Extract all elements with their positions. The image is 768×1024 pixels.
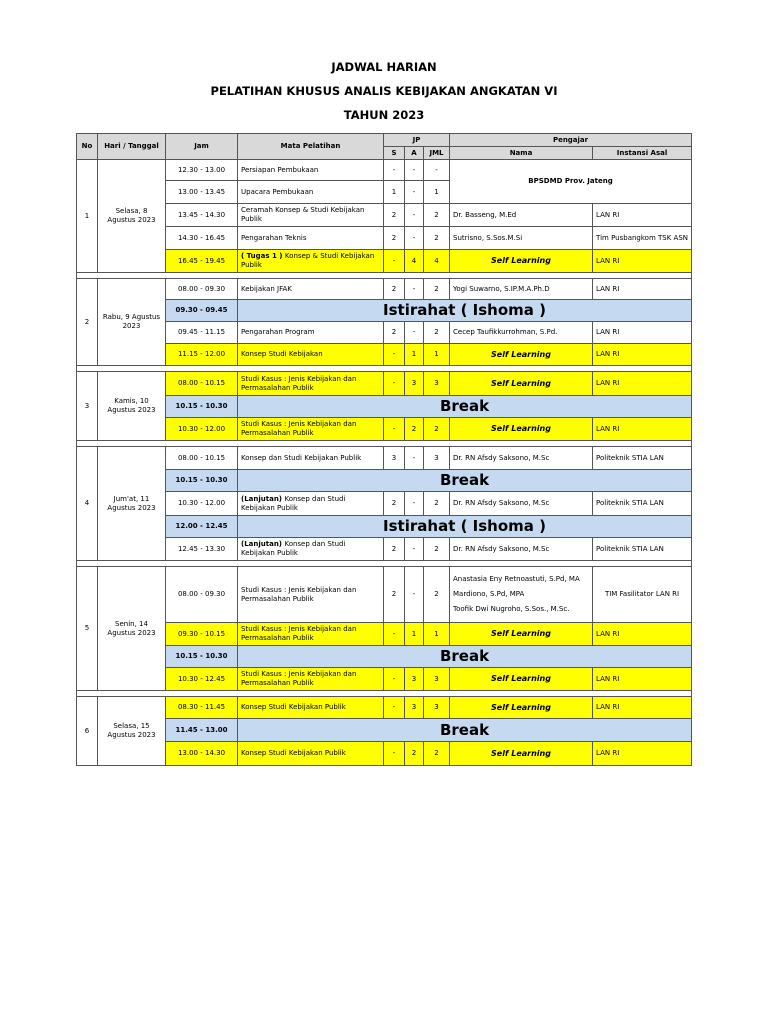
session-subject (238, 567, 384, 623)
jp-s: 2 (384, 492, 405, 516)
jp-jml: - (424, 160, 450, 181)
session-subject (238, 160, 384, 181)
schedule-row (77, 447, 692, 470)
session-subject (238, 279, 384, 300)
schedule-row (77, 418, 692, 441)
day-number: 6 (77, 697, 98, 766)
pengajar-instansi: LAN RI (593, 668, 692, 691)
session-time: 13.45 - 14.30 (166, 204, 238, 227)
break-label: Istirahat ( Ishoma ) (238, 516, 692, 538)
session-time: 12.45 - 13.30 (166, 538, 238, 561)
jp-s: - (384, 372, 405, 396)
session-time: 08.30 - 11.45 (166, 697, 238, 719)
pengajar-merged: BPSDMD Prov. Jateng (450, 160, 692, 204)
pengajar-name: Self Learning (450, 742, 593, 766)
break-label: Break (238, 719, 692, 742)
col-day: Hari / Tanggal (98, 134, 166, 160)
jp-jml: 2 (424, 204, 450, 227)
pengajar-name: Self Learning (450, 418, 593, 441)
pengajar-instansi: Politeknik STIA LAN (593, 492, 692, 516)
jp-jml: 3 (424, 668, 450, 691)
session-subject (238, 250, 384, 273)
subject-prefix: (Lanjutan) (241, 540, 285, 549)
jp-a: - (405, 204, 424, 227)
session-subject (238, 668, 384, 691)
session-time: 08.00 - 10.15 (166, 447, 238, 470)
session-subject (238, 418, 384, 441)
jp-jml: 2 (424, 279, 450, 300)
break-time: 09.30 - 09.45 (166, 300, 238, 322)
schedule-row (77, 300, 692, 322)
break-label: Istirahat ( Ishoma ) (238, 300, 692, 322)
jp-s: - (384, 160, 405, 181)
subject-text: Studi Kasus : Jenis Kebijakan dan Permasalahan Publik (241, 585, 357, 603)
jp-s: 2 (384, 567, 405, 623)
jp-a: 4 (405, 250, 424, 273)
schedule-body (77, 160, 692, 766)
subject-text: Ceramah Konsep & Studi Kebijakan Publik (241, 206, 365, 223)
pengajar-instansi: LAN RI (593, 623, 692, 646)
jp-a: 1 (405, 623, 424, 646)
jp-jml: 2 (424, 227, 450, 250)
schedule-row (77, 646, 692, 668)
pengajar-instansi: Tim Pusbangkom TSK ASN (593, 227, 692, 250)
jp-a: 3 (405, 372, 424, 396)
pengajar-name: Self Learning (450, 623, 593, 646)
pengajar-name: Dr. RN Afsdy Saksono, M.Sc (450, 492, 593, 516)
schedule-row (77, 668, 692, 691)
jp-s: 2 (384, 204, 405, 227)
schedule-row (77, 697, 692, 719)
session-time: 09.30 - 10.15 (166, 623, 238, 646)
doc-title: JADWAL HARIAN (331, 60, 437, 74)
jp-jml: 1 (424, 344, 450, 366)
pengajar-instansi: LAN RI (593, 204, 692, 227)
pengajar-name: Self Learning (450, 668, 593, 691)
session-time: 16.45 - 19.45 (166, 250, 238, 273)
schedule-row (77, 344, 692, 366)
subject-text: Konsep dan Studi Kebijakan Publik (241, 453, 362, 462)
pengajar-instansi: LAN RI (593, 418, 692, 441)
subject-text: Studi Kasus : Jenis Kebijakan dan Permasalahan Publik (241, 625, 357, 642)
pengajar-name: Dr. RN Afsdy Saksono, M.Sc (450, 538, 593, 561)
jp-a: - (405, 538, 424, 561)
jp-s: - (384, 250, 405, 273)
jp-a: - (405, 567, 424, 623)
subject-text: Kebijakan JFAK (241, 284, 292, 293)
jp-a: - (405, 279, 424, 300)
jp-a: 3 (405, 697, 424, 719)
subject-text: Konsep dan Studi Kebijakan Publik (241, 540, 346, 557)
schedule-row (77, 538, 692, 561)
col-nama: Nama (450, 147, 593, 160)
subject-text: Konsep & Studi Kebijakan Publik (241, 252, 375, 269)
pengajar-name: Cecep Taufikkurrohman, S.Pd. (450, 322, 593, 344)
jp-a: 2 (405, 742, 424, 766)
pengajar-name: Self Learning (450, 697, 593, 719)
session-time: 13.00 - 14.30 (166, 742, 238, 766)
jp-jml: 3 (424, 447, 450, 470)
pengajar-instansi: LAN RI (593, 279, 692, 300)
subject-text: Konsep Studi Kebijakan (241, 350, 323, 359)
jp-s: 2 (384, 322, 405, 344)
schedule-row (77, 279, 692, 300)
pengajar-instansi: LAN RI (593, 697, 692, 719)
schedule-table (76, 133, 692, 766)
subject-prefix: (Lanjutan) (241, 494, 285, 503)
jp-jml: 1 (424, 623, 450, 646)
subject-text: Upacara Pembukaan (241, 187, 314, 196)
session-subject (238, 344, 384, 366)
jp-jml: 2 (424, 538, 450, 561)
session-time: 10.30 - 12.00 (166, 492, 238, 516)
break-time: 11.45 - 13.00 (166, 719, 238, 742)
subject-text: Konsep dan Studi Kebijakan Publik (241, 494, 346, 512)
session-subject (238, 181, 384, 204)
pengajar-names (450, 567, 593, 623)
pengajar-name: Sutrisno, S.Sos.M.Si (450, 227, 593, 250)
col-instansi: Instansi Asal (593, 147, 692, 160)
break-label: Break (238, 470, 692, 492)
day-number: 1 (77, 160, 98, 273)
pengajar-name: Toofik Dwi Nugroho, S.Sos., M.Sc. (453, 604, 570, 613)
jp-jml: 2 (424, 492, 450, 516)
day-date: Selasa, 15 Agustus 2023 (98, 697, 166, 766)
doc-year: TAHUN 2023 (343, 108, 425, 122)
day-date: Kamis, 10 Agustus 2023 (98, 372, 166, 441)
schedule-row (77, 719, 692, 742)
jp-s: - (384, 697, 405, 719)
jp-jml: 4 (424, 250, 450, 273)
day-date: Senin, 14 Agustus 2023 (98, 567, 166, 691)
jp-a: - (405, 447, 424, 470)
jp-a: - (405, 181, 424, 204)
day-number: 4 (77, 447, 98, 561)
schedule-row (77, 567, 692, 623)
session-subject (238, 447, 384, 470)
pengajar-instansi: LAN RI (593, 250, 692, 273)
day-number: 3 (77, 372, 98, 441)
session-time: 14.30 - 16.45 (166, 227, 238, 250)
jp-jml: 2 (424, 418, 450, 441)
schedule-row (77, 160, 692, 181)
schedule-row (77, 250, 692, 273)
jp-s: - (384, 418, 405, 441)
jp-s: 3 (384, 447, 405, 470)
subject-text: Konsep Studi Kebijakan Publik (241, 703, 346, 712)
session-subject (238, 372, 384, 396)
jp-jml: 2 (424, 742, 450, 766)
day-number: 2 (77, 279, 98, 366)
day-date: Jum'at, 11 Agustus 2023 (98, 447, 166, 561)
schedule-row (77, 204, 692, 227)
col-jml: JML (424, 147, 450, 160)
pengajar-name: Self Learning (450, 344, 593, 366)
session-subject (238, 742, 384, 766)
jp-jml: 3 (424, 697, 450, 719)
break-time: 10.15 - 10.30 (166, 396, 238, 418)
session-time: 08.00 - 09.30 (166, 567, 238, 623)
jp-s: 2 (384, 227, 405, 250)
jp-jml: 2 (424, 322, 450, 344)
jp-s: - (384, 742, 405, 766)
break-label: Break (238, 646, 692, 668)
jp-a: - (405, 322, 424, 344)
session-subject (238, 492, 384, 516)
jp-s: 2 (384, 538, 405, 561)
break-label: Break (238, 396, 692, 418)
jp-jml: 3 (424, 372, 450, 396)
schedule-row (77, 470, 692, 492)
jp-jml: 1 (424, 181, 450, 204)
jp-s: 2 (384, 279, 405, 300)
day-number: 5 (77, 567, 98, 691)
pengajar-name: Self Learning (450, 250, 593, 273)
pengajar-name: Mardiono, S.Pd, MPA (453, 590, 525, 599)
schedule-row (77, 623, 692, 646)
session-time: 13.00 - 13.45 (166, 181, 238, 204)
jp-s: - (384, 344, 405, 366)
day-date: Rabu, 9 Agustus 2023 (98, 279, 166, 366)
subject-text: Studi Kasus : Jenis Kebijakan dan Permasalahan Publik (241, 420, 357, 437)
session-time: 09.45 - 11.15 (166, 322, 238, 344)
jp-a: - (405, 160, 424, 181)
session-subject (238, 204, 384, 227)
col-subject: Mata Pelatihan (238, 134, 384, 160)
jp-a: 2 (405, 418, 424, 441)
pengajar-instansi: TIM Fasilitator LAN RI (593, 567, 692, 623)
col-no: No (77, 134, 98, 160)
col-pengajar: Pengajar (450, 134, 692, 147)
session-subject (238, 538, 384, 561)
col-time: Jam (166, 134, 238, 160)
subject-text: Pengarahan Program (241, 328, 315, 337)
pengajar-instansi: LAN RI (593, 372, 692, 396)
session-subject (238, 322, 384, 344)
session-subject (238, 623, 384, 646)
pengajar-name: Dr. Basseng, M.Ed (450, 204, 593, 227)
schedule-row (77, 227, 692, 250)
pengajar-name: Dr. RN Afsdy Saksono, M.Sc (450, 447, 593, 470)
jp-s: - (384, 623, 405, 646)
schedule-row (77, 516, 692, 538)
jp-a: - (405, 492, 424, 516)
session-time: 08.00 - 10.15 (166, 372, 238, 396)
schedule-row (77, 492, 692, 516)
schedule-row (77, 322, 692, 344)
subject-text: Pengarahan Teknis (241, 233, 307, 242)
break-time: 10.15 - 10.30 (166, 470, 238, 492)
session-time: 12.30 - 13.00 (166, 160, 238, 181)
jp-a: 1 (405, 344, 424, 366)
schedule-row (77, 396, 692, 418)
pengajar-name: Anastasia Eny Retnoastuti, S.Pd, MA (453, 575, 580, 584)
pengajar-instansi: Politeknik STIA LAN (593, 447, 692, 470)
jp-s: - (384, 668, 405, 691)
subject-text: Studi Kasus : Jenis Kebijakan dan Permasalahan Publik (241, 670, 357, 687)
jp-a: - (405, 227, 424, 250)
pengajar-instansi: LAN RI (593, 742, 692, 766)
session-time: 10.30 - 12.00 (166, 418, 238, 441)
col-jp: JP (384, 134, 450, 147)
jp-s: 1 (384, 181, 405, 204)
col-a: A (405, 147, 424, 160)
pengajar-name: Self Learning (450, 372, 593, 396)
subject-text: Studi Kasus : Jenis Kebijakan dan Permasalahan Publik (241, 374, 357, 392)
break-time: 12.00 - 12.45 (166, 516, 238, 538)
jp-jml: 2 (424, 567, 450, 623)
subject-text: Persiapan Pembukaan (241, 165, 319, 174)
pengajar-instansi: LAN RI (593, 344, 692, 366)
break-time: 10.15 - 10.30 (166, 646, 238, 668)
session-time: 08.00 - 09.30 (166, 279, 238, 300)
day-date: Selasa, 8 Agustus 2023 (98, 160, 166, 273)
pengajar-instansi: LAN RI (593, 322, 692, 344)
col-s: S (384, 147, 405, 160)
pengajar-name: Yogi Suwarno, S.IP.M.A.Ph.D (450, 279, 593, 300)
doc-subtitle: PELATIHAN KHUSUS ANALIS KEBIJAKAN ANGKATAN VI (210, 84, 558, 98)
jp-a: 3 (405, 668, 424, 691)
pengajar-instansi: Politeknik STIA LAN (593, 538, 692, 561)
session-subject (238, 697, 384, 719)
schedule-row (77, 372, 692, 396)
session-time: 10.30 - 12.45 (166, 668, 238, 691)
session-subject (238, 227, 384, 250)
session-time: 11.15 - 12.00 (166, 344, 238, 366)
subject-prefix: ( Tugas 1 ) (241, 252, 285, 261)
subject-text: Konsep Studi Kebijakan Publik (241, 749, 346, 758)
schedule-row (77, 742, 692, 766)
